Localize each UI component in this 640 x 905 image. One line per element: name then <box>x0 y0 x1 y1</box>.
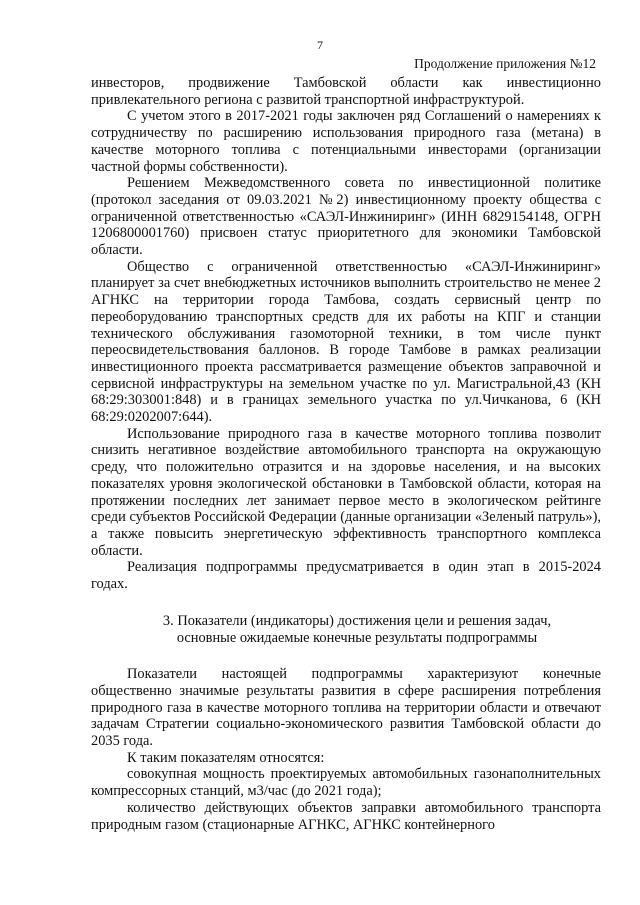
spacer <box>91 646 601 666</box>
paragraph-implementation: Реализация подпрограммы предусматривается в один этап в 2015-2024 годах. <box>91 559 601 593</box>
paragraph-list-intro: К таким показателям относятся: <box>127 749 325 766</box>
section-heading-line2: основные ожидаемые конечные результаты подпрограммы <box>176 629 538 646</box>
paragraph-investors: инвесторов, продвижение Тамбовской области как инвестиционно привлекательного региона с развитой транспортной инфраструктурой. <box>91 75 601 108</box>
paragraph-indicators: Показатели настоящей подпрограммы характеризуют конечные общественно значимые результаты развития в сфере расширения потребления природного газа в качестве моторного топлива на территории области и отвечают задачам Стратегии социально-экономического развития Тамбовской области до 2035 года. <box>91 666 601 750</box>
paragraph-sael-plan: Общество с ограниченной ответственностью «САЭЛ-Инжиниринг» планирует за счет внебюджетных источников выполнить строительство не менее 2 АГНКС на территории города Тамбова, создать сервисный центр по переоборудованию транспортных средств для их работы на КПГ и станции технического обслуживания газомоторной техники, в том числе пункт переосвидетельствования баллонов. В городе Тамбове в рамках реализации инвестиционного проекта рассматривается размещение объектов заправочной и сервисной инфраструктуры на земельном участке по ул. Магистральной,43 (КН 68:29:303001:848) и в границах земельного участка по ул.Чичканова, 6 (КН 68:29:0202007:644). <box>91 258 601 426</box>
paragraph-capacity: совокупная мощность проектируемых автомобильных газонаполнительных компрессорных станций, м3/час (до 2021 года); <box>91 766 601 800</box>
page-number: 7 <box>317 38 323 52</box>
spacer <box>91 593 601 613</box>
paragraph-council-decision: Решением Межведомственного совета по инвестиционной политике (протокол заседания от 09.03.2021 №2) инвестиционному проекту общества с ограниченной ответственностью «САЭЛ-Инжиниринг» (ИНН 6829154148, ОГРН 1206800001760) присвоен статус приоритетного для экономики Тамбовской области. <box>91 175 601 259</box>
appendix-note: Продолжение приложения №12 <box>414 56 596 71</box>
paragraph-stations-count: количество действующих объектов заправки автомобильного транспорта природным газом (стационарные АГНКС, АГНКС контейнерного <box>91 799 601 833</box>
section-heading-line1: 3. Показатели (индикаторы) достижения цели и решения задач, <box>162 612 552 629</box>
paragraph-gas-usage: Использование природного газа в качестве моторного топлива позволит снизить негативное воздействие автомобильного транспорта на окружающую среду, что положительно отразится и на здоровье населения, и на высоких показателях уровня экологической обстановки в Тамбовской области, которая на протяжении последних лет занимает первое место в экологическом рейтинге среди субъектов Российской Федерации (данные организации «Зеленый патруль»), а также повысить энергетическую эффективность транспортного комплекса области. <box>91 425 601 559</box>
paragraph-agreements: С учетом этого в 2017-2021 годы заключен ряд Соглашений о намерениях к сотрудничеству по расширению использования природного газа (метана) в качестве моторного топлива с потенциальными инвесторами (организации частной формы собственности). <box>91 108 601 175</box>
document-body <box>91 75 601 833</box>
section-heading <box>91 613 601 646</box>
